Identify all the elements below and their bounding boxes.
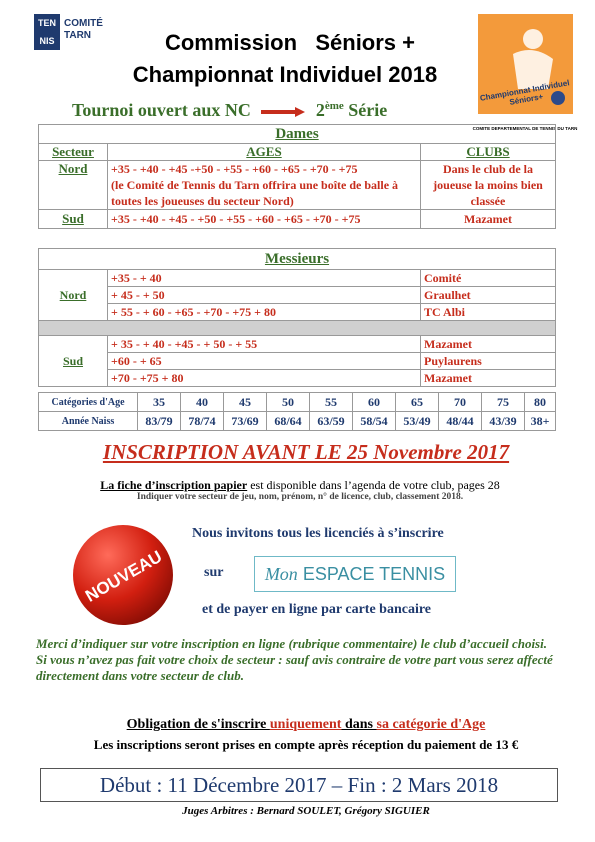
- logo-right-caption: COMITE DEPARTEMENTAL DE TENNIS DU TARN: [472, 126, 578, 131]
- merci-1: Merci d’indiquer sur votre inscription en ligne (rubrique commentaire) le club d’accueil choisi.: [36, 636, 547, 651]
- table-row: [39, 287, 556, 304]
- ages-nord-note: (le Comité de Tennis du Tarn offrira une boîte de balle à toutes les joueuses du secteur Nord): [111, 178, 399, 208]
- subtitle: [72, 100, 387, 121]
- category-cell: 65: [396, 393, 439, 412]
- messieurs-nord-label: Nord: [59, 287, 87, 302]
- nouveau-badge: [70, 522, 176, 628]
- tennis-logo: [34, 14, 60, 50]
- table-row: [39, 336, 556, 353]
- inscription-deadline: INSCRIPTION AVANT LE 25 Novembre 2017: [102, 440, 510, 464]
- espace-rest: ESPACE TENNIS: [297, 564, 446, 584]
- annees-row: [39, 412, 556, 431]
- comite-tarn-label: [64, 18, 103, 42]
- category-cell: 60: [353, 393, 396, 412]
- col-clubs: CLUBS: [466, 144, 510, 159]
- categories-label: Catégories d'Age: [39, 393, 138, 412]
- category-cell: 50: [267, 393, 310, 412]
- fiche-text: [30, 478, 570, 493]
- oblig-4: sa catégorie d'Age: [376, 717, 486, 732]
- secteur-nord: Nord: [58, 161, 88, 176]
- m-sud-club-1: Mazamet: [421, 336, 556, 353]
- indiquer-text: Indiquer votre secteur de jeu, nom, prénom, n° de licence, club, classement 2018.: [136, 492, 464, 502]
- category-cell: 55: [310, 393, 353, 412]
- m-nord-ages-1: +35 - + 40: [108, 270, 421, 287]
- messieurs-heading: Messieurs: [264, 250, 330, 267]
- table-row: [39, 161, 556, 210]
- col-ages: AGES: [246, 144, 282, 159]
- mon-espace-tennis-link[interactable]: [254, 556, 456, 592]
- category-cell: 40: [181, 393, 224, 412]
- club-sud: Mazamet: [421, 210, 556, 229]
- merci-2: Si vous n’avez pas fait votre choix de secteur : sauf avis contraire de votre part vous serez affecté directement dans votre secteur de club.: [36, 652, 553, 683]
- subtitle-left: Tournoi ouvert aux NC: [72, 100, 251, 120]
- subtitle-right: Série: [343, 100, 388, 120]
- messieurs-sud-label: Sud: [62, 353, 84, 368]
- invite-line-1: Nous invitons tous les licenciés à s’inscrire: [192, 526, 444, 541]
- categories-row: [39, 393, 556, 412]
- oblig-3: dans: [341, 717, 377, 732]
- category-cell: 70: [439, 393, 482, 412]
- m-nord-ages-3: + 55 - + 60 - +65 - +70 - +75 + 80: [108, 304, 421, 321]
- m-nord-club-1: Comité: [421, 270, 556, 287]
- categories-table: [38, 392, 556, 431]
- m-nord-club-3: TC Albi: [421, 304, 556, 321]
- fiche-bold: La fiche d’inscription papier: [100, 478, 248, 492]
- arrow-right-icon: [261, 107, 305, 117]
- table-row: [39, 270, 556, 287]
- merci-text: [36, 636, 566, 684]
- invite-line-2: et de payer en ligne par carte bancaire: [202, 602, 432, 617]
- annee-cell: 48/44: [439, 412, 482, 431]
- col-secteur: Secteur: [52, 144, 94, 159]
- m-sud-ages-2: +60 - + 65: [108, 353, 421, 370]
- ages-nord: +35 - +40 - +45 -+50 - +55 - +60 - +65 - +70 - +75: [111, 162, 358, 176]
- nouveau-label: NOUVEAU: [82, 546, 166, 606]
- m-sud-club-2: Puylaurens: [421, 353, 556, 370]
- club-nord: Dans le club de la joueuse la moins bien classée: [421, 161, 556, 210]
- m-sud-club-3: Mazamet: [421, 370, 556, 387]
- logo-right-text: Championnat Individuel Séniors+: [479, 78, 571, 107]
- page-title-line-2: Championnat Individuel 2018: [132, 62, 438, 87]
- annee-cell: 73/69: [224, 412, 267, 431]
- annee-cell: 43/39: [482, 412, 525, 431]
- paiement-text: Les inscriptions seront prises en compte après réception du paiement de 13 €: [93, 737, 519, 752]
- page-title-line-1: Commission Séniors +: [164, 30, 415, 55]
- dames-heading: Dames: [275, 125, 319, 142]
- fiche-rest: est disponible dans l’agenda de votre club, pages 28: [247, 478, 500, 492]
- annee-cell: 38+: [525, 412, 556, 431]
- annee-cell: 78/74: [181, 412, 224, 431]
- obligation-text: [36, 717, 576, 733]
- annee-cell: 68/64: [267, 412, 310, 431]
- m-nord-ages-2: + 45 - + 50: [108, 287, 421, 304]
- annees-label: Année Naiss: [39, 412, 138, 431]
- invite-sur: sur: [204, 565, 224, 580]
- table-row: [39, 370, 556, 387]
- messieurs-table: [38, 248, 556, 387]
- oblig-1: Obligation de s'inscrire: [126, 717, 270, 732]
- espace-mon: Mon: [264, 564, 298, 584]
- annee-cell: 83/79: [138, 412, 181, 431]
- dames-table: [38, 124, 556, 229]
- annee-cell: 53/49: [396, 412, 439, 431]
- table-row: [39, 353, 556, 370]
- category-cell: 75: [482, 393, 525, 412]
- subtitle-sup: ème: [324, 100, 344, 112]
- logo-bottom-text: NIS: [39, 36, 55, 46]
- ages-sud: +35 - +40 - +45 - +50 - +55 - +60 - +65 - +70 - +75: [108, 210, 421, 229]
- table-row: [39, 210, 556, 229]
- subtitle-right-num: 2: [315, 100, 325, 120]
- logo-text-2: TARN: [64, 30, 92, 41]
- logo-top-text: TEN: [38, 18, 56, 28]
- juges-arbitres: Juges Arbitres : Bernard SOULET, Grégory SIGUIER: [182, 805, 430, 817]
- logo-text-1: COMITÉ: [64, 18, 103, 29]
- category-cell: 80: [525, 393, 556, 412]
- secteur-sud: Sud: [62, 211, 84, 226]
- m-sud-ages-3: +70 - +75 + 80: [108, 370, 421, 387]
- annee-cell: 58/54: [353, 412, 396, 431]
- separator-row: [39, 321, 556, 336]
- annee-cell: 63/59: [310, 412, 353, 431]
- oblig-2: uniquement: [269, 717, 342, 732]
- m-sud-ages-1: + 35 - + 40 - +45 - + 50 - + 55: [108, 336, 421, 353]
- dates-box: Début : 11 Décembre 2017 – Fin : 2 Mars 2018: [40, 768, 558, 802]
- category-cell: 45: [224, 393, 267, 412]
- table-row: [39, 304, 556, 321]
- m-nord-club-2: Graulhet: [421, 287, 556, 304]
- category-cell: 35: [138, 393, 181, 412]
